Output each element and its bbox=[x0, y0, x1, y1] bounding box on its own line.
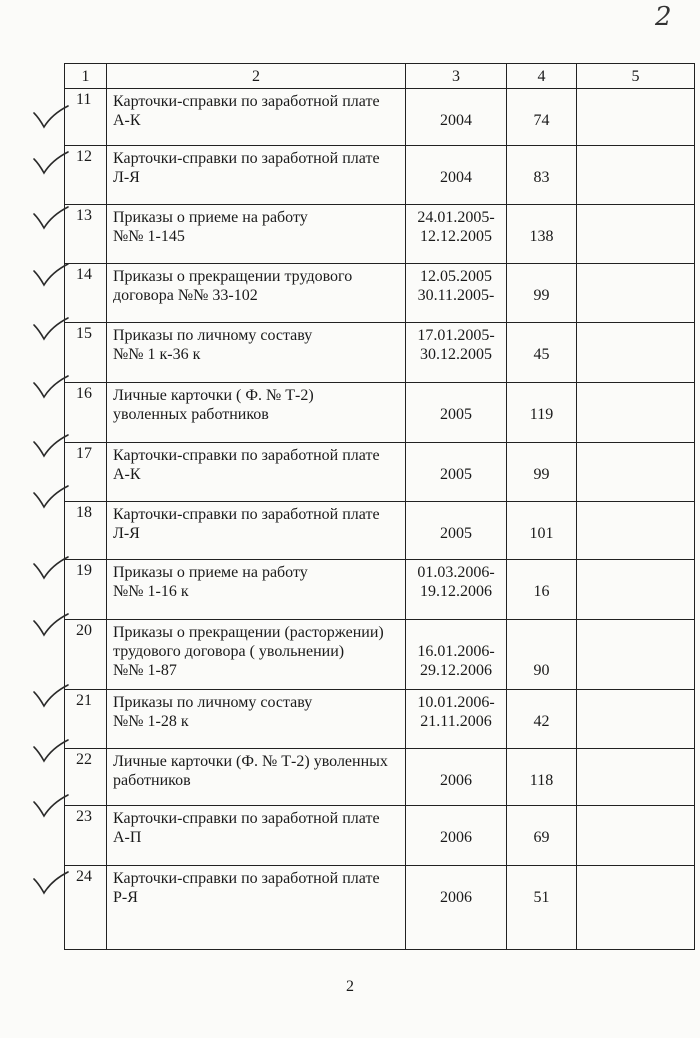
row-title-cell bbox=[107, 689, 406, 748]
row-dates: 01.03.2006- 19.12.2006 bbox=[417, 563, 495, 600]
row-note-cell bbox=[577, 443, 695, 502]
row-title: Карточки-справки по заработной плате Л-Я bbox=[113, 149, 380, 186]
row-dates: 2004 bbox=[440, 168, 472, 186]
row-note-cell bbox=[577, 689, 695, 748]
row-number-cell bbox=[65, 689, 107, 748]
row-dates-cell bbox=[406, 559, 507, 619]
row-count: 16 bbox=[533, 582, 550, 600]
table-body bbox=[65, 89, 695, 950]
table-row bbox=[65, 501, 695, 559]
row-title: Личные карточки ( Ф. № Т-2) уволенных работников bbox=[113, 387, 314, 424]
row-title: Карточки-справки по заработной плате А-К bbox=[113, 93, 380, 129]
row-title-cell bbox=[107, 264, 406, 323]
row-note-cell bbox=[577, 145, 695, 204]
table-row bbox=[65, 689, 695, 748]
row-number-cell bbox=[65, 748, 107, 806]
row-dates: 2006 bbox=[440, 829, 472, 847]
row-note-cell bbox=[577, 619, 695, 689]
row-note-cell bbox=[577, 264, 695, 323]
row-title: Приказы по личному составу №№ 1 к-36 к bbox=[113, 327, 313, 364]
row-number: 22 bbox=[76, 750, 92, 768]
row-number-cell bbox=[65, 89, 107, 146]
row-count-cell bbox=[507, 806, 577, 866]
row-count-cell bbox=[507, 89, 577, 146]
row-dates-cell bbox=[406, 619, 507, 689]
row-count-cell bbox=[507, 383, 577, 443]
handwritten-page-mark: 2 bbox=[655, 2, 672, 32]
row-dates: 2006 bbox=[440, 889, 472, 907]
row-count-cell bbox=[507, 323, 577, 383]
row-number-cell bbox=[65, 145, 107, 204]
row-dates-cell bbox=[406, 383, 507, 443]
table-row bbox=[65, 866, 695, 950]
row-number: 14 bbox=[76, 266, 92, 284]
row-count-cell bbox=[507, 689, 577, 748]
row-number: 18 bbox=[76, 503, 92, 521]
row-count-cell bbox=[507, 264, 577, 323]
row-dates: 2006 bbox=[440, 771, 472, 789]
row-title-cell bbox=[107, 619, 406, 689]
row-dates-cell bbox=[406, 89, 507, 146]
row-dates-cell bbox=[406, 145, 507, 204]
row-dates-cell bbox=[406, 866, 507, 950]
row-dates: 2005 bbox=[440, 524, 472, 542]
row-dates-cell bbox=[406, 806, 507, 866]
row-number: 20 bbox=[76, 621, 92, 639]
row-count: 51 bbox=[533, 889, 550, 907]
table-row bbox=[65, 264, 695, 323]
row-count-cell bbox=[507, 204, 577, 264]
row-title: Карточки-справки по заработной плате А-П bbox=[113, 810, 380, 847]
row-dates-cell bbox=[406, 443, 507, 502]
row-title: Приказы о прекращении (расторжении) трудового договора ( увольнении) №№ 1-87 bbox=[113, 623, 384, 679]
row-number: 11 bbox=[76, 91, 92, 108]
row-title: Карточки-справки по заработной плате А-К bbox=[113, 447, 380, 484]
column-header: 4 bbox=[507, 64, 577, 89]
row-count: 118 bbox=[529, 771, 554, 789]
table-row bbox=[65, 619, 695, 689]
row-number: 17 bbox=[76, 445, 92, 463]
table-row bbox=[65, 559, 695, 619]
row-dates: 10.01.2006- 21.11.2006 bbox=[417, 693, 495, 730]
row-count-cell bbox=[507, 501, 577, 559]
row-number-cell bbox=[65, 383, 107, 443]
inventory-table bbox=[64, 63, 695, 950]
row-number-cell bbox=[65, 501, 107, 559]
row-dates-cell bbox=[406, 264, 507, 323]
row-note-cell bbox=[577, 866, 695, 950]
table-row bbox=[65, 204, 695, 264]
row-number: 13 bbox=[76, 206, 92, 224]
row-dates-cell bbox=[406, 204, 507, 264]
row-dates-cell bbox=[406, 501, 507, 559]
row-title-cell bbox=[107, 383, 406, 443]
row-note-cell bbox=[577, 748, 695, 806]
row-number-cell bbox=[65, 204, 107, 264]
row-number-cell bbox=[65, 619, 107, 689]
row-number: 23 bbox=[76, 808, 92, 826]
row-title-cell bbox=[107, 501, 406, 559]
row-count: 83 bbox=[533, 168, 550, 186]
row-number: 21 bbox=[76, 691, 92, 709]
row-count: 138 bbox=[529, 227, 554, 245]
column-header: 5 bbox=[577, 64, 695, 89]
row-count-cell bbox=[507, 866, 577, 950]
column-header: 1 bbox=[65, 64, 107, 89]
row-count: 99 bbox=[533, 466, 550, 484]
row-count-cell bbox=[507, 748, 577, 806]
row-title: Приказы о прекращении трудового договора №№ 33-102 bbox=[113, 268, 353, 305]
row-count-cell bbox=[507, 443, 577, 502]
row-number-cell bbox=[65, 806, 107, 866]
row-dates: 16.01.2006- 29.12.2006 bbox=[417, 642, 495, 679]
row-count-cell bbox=[507, 559, 577, 619]
row-dates-cell bbox=[406, 689, 507, 748]
row-count: 99 bbox=[533, 287, 550, 305]
row-title-cell bbox=[107, 323, 406, 383]
row-note-cell bbox=[577, 89, 695, 146]
row-count: 42 bbox=[533, 712, 550, 730]
row-title: Приказы о приеме на работу №№ 1-16 к bbox=[113, 563, 308, 600]
row-number: 24 bbox=[76, 868, 92, 886]
row-number: 12 bbox=[76, 147, 92, 165]
row-count: 119 bbox=[529, 406, 554, 424]
row-dates: 24.01.2005- 12.12.2005 bbox=[417, 208, 495, 245]
table-row bbox=[65, 443, 695, 502]
page-number: 2 bbox=[346, 978, 354, 995]
table-row bbox=[65, 145, 695, 204]
header-row bbox=[65, 64, 695, 89]
row-count-cell bbox=[507, 619, 577, 689]
row-count-cell bbox=[507, 145, 577, 204]
row-number-cell bbox=[65, 443, 107, 502]
table-row bbox=[65, 806, 695, 866]
row-title: Карточки-справки по заработной плате Р-Я bbox=[113, 870, 380, 907]
row-dates: 2004 bbox=[440, 112, 472, 129]
row-dates: 17.01.2005- 30.12.2005 bbox=[417, 327, 495, 364]
row-title: Приказы по личному составу №№ 1-28 к bbox=[113, 693, 313, 730]
row-note-cell bbox=[577, 204, 695, 264]
row-title: Личные карточки (Ф. № Т-2) уволенных работников bbox=[113, 752, 388, 789]
row-number-cell bbox=[65, 264, 107, 323]
row-title-cell bbox=[107, 866, 406, 950]
row-note-cell bbox=[577, 323, 695, 383]
column-header: 2 bbox=[107, 64, 406, 89]
row-dates: 12.05.2005 30.11.2005- bbox=[417, 268, 495, 305]
row-title-cell bbox=[107, 89, 406, 146]
row-dates-cell bbox=[406, 748, 507, 806]
row-dates: 2005 bbox=[440, 406, 472, 424]
row-count: 45 bbox=[533, 346, 550, 364]
row-number: 15 bbox=[76, 325, 92, 343]
table-row bbox=[65, 748, 695, 806]
row-title: Приказы о приеме на работу №№ 1-145 bbox=[113, 208, 308, 245]
row-title-cell bbox=[107, 748, 406, 806]
column-header: 3 bbox=[406, 64, 507, 89]
row-note-cell bbox=[577, 559, 695, 619]
row-number-cell bbox=[65, 866, 107, 950]
row-note-cell bbox=[577, 383, 695, 443]
row-dates: 2005 bbox=[440, 466, 472, 484]
row-title-cell bbox=[107, 806, 406, 866]
row-count: 101 bbox=[529, 524, 554, 542]
table-row bbox=[65, 89, 695, 146]
row-title: Карточки-справки по заработной плате Л-Я bbox=[113, 505, 380, 542]
row-title-cell bbox=[107, 443, 406, 502]
row-number-cell bbox=[65, 559, 107, 619]
row-count: 74 bbox=[533, 112, 550, 129]
row-number: 19 bbox=[76, 561, 92, 579]
row-note-cell bbox=[577, 806, 695, 866]
table-row bbox=[65, 383, 695, 443]
row-title-cell bbox=[107, 145, 406, 204]
table-row bbox=[65, 323, 695, 383]
row-number: 16 bbox=[76, 385, 92, 403]
row-title-cell bbox=[107, 204, 406, 264]
row-note-cell bbox=[577, 501, 695, 559]
row-number-cell bbox=[65, 323, 107, 383]
row-dates-cell bbox=[406, 323, 507, 383]
row-title-cell bbox=[107, 559, 406, 619]
row-count: 90 bbox=[533, 661, 550, 679]
row-count: 69 bbox=[533, 829, 550, 847]
